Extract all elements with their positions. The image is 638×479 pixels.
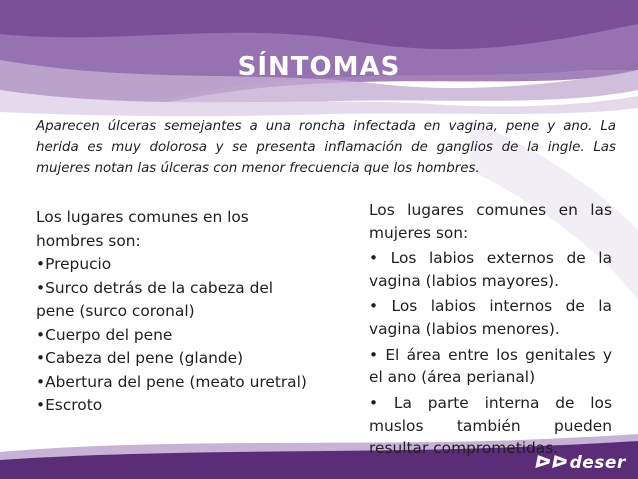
women-item: • La parte interna de los muslos también pueden resultar comprometidas. <box>369 393 612 458</box>
men-item: •Abertura del pene (meato uretral) <box>36 372 307 391</box>
women-item: • Los labios internos de la vagina (labios menores). <box>369 297 612 339</box>
men-locations-column <box>36 206 336 418</box>
logo-mark-icon: ᐅᐅ <box>535 452 569 473</box>
logo-text: deser <box>569 453 626 473</box>
men-item: •Cuerpo del pene <box>36 325 173 344</box>
men-item: •Prepucio <box>36 255 112 273</box>
brand-logo <box>535 452 626 473</box>
intro-paragraph: Aparecen úlceras semejantes a una roncha infectada en vagina, pene y ano. La herida es muy dolorosa y se presenta inflamación de ganglios de la ingle. Las mujeres notan las úlceras con menor frecuencia que los hombres. <box>36 119 616 176</box>
men-item: •Surco detrás de la cabeza del <box>36 278 274 297</box>
women-item: • El área entre los genitales y el ano (área perianal) <box>369 345 612 387</box>
men-heading-line2: hombres son: <box>36 231 141 250</box>
slide-title: SÍNTOMAS <box>237 52 401 82</box>
women-locations-column <box>369 199 612 463</box>
men-item: pene (surco coronal) <box>36 302 195 320</box>
men-item: •Escroto <box>36 396 103 414</box>
women-item: • Los labios externos de la vagina (labios mayores). <box>369 249 612 290</box>
men-heading-line1: Los lugares comunes en los <box>36 208 249 226</box>
men-item: •Cabeza del pene (glande) <box>36 349 244 367</box>
women-heading: Los lugares comunes en las mujeres son: <box>369 201 612 242</box>
